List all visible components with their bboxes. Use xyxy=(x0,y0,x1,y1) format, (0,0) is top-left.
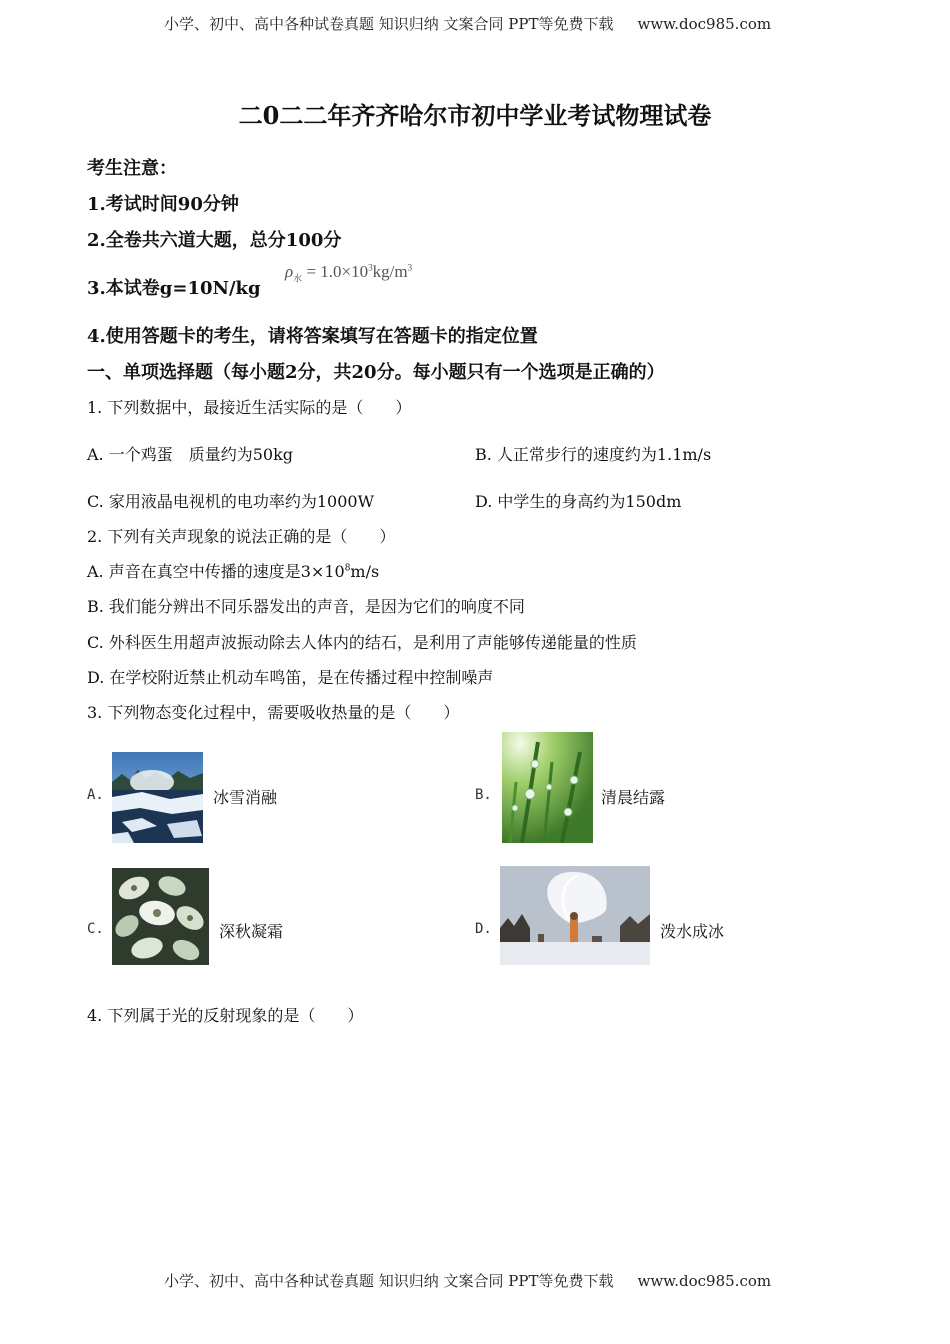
q2-option-a-pre: A. 声音在真空中传播的速度是3×10 xyxy=(87,562,345,581)
q3-option-c-text: 深秋凝霜 xyxy=(219,922,284,941)
header-site[interactable]: www.doc985.com xyxy=(637,15,772,33)
q3-option-d-label: D. xyxy=(475,921,492,937)
notice-item-3: 3.本试卷g=10N/kg xyxy=(87,278,261,299)
q3-option-c-label: C. xyxy=(87,921,104,937)
q2-stem: 2. 下列有关声现象的说法正确的是（ ） xyxy=(87,527,396,546)
ice-melting-photo xyxy=(112,752,203,843)
notice-item-1: 1.考试时间90分钟 xyxy=(87,194,239,215)
q4-stem: 4. 下列属于光的反射现象的是（ ） xyxy=(87,1006,364,1025)
page-footer xyxy=(164,1270,771,1291)
q3-stem: 3. 下列物态变化过程中，需要吸收热量的是（ ） xyxy=(87,703,460,722)
autumn-frost-photo xyxy=(112,868,209,965)
notice-item-2: 2.全卷共六道大题，总分100分 xyxy=(87,230,342,251)
q1-option-c: C. 家用液晶电视机的电功率约为1000W xyxy=(87,492,375,511)
q3-option-b-label: B. xyxy=(475,787,492,803)
water-density-formula xyxy=(285,262,412,284)
water-to-ice-photo xyxy=(500,866,650,965)
morning-dew-photo xyxy=(502,732,593,843)
q1-option-a: A. 一个鸡蛋 质量约为50kg xyxy=(87,445,294,464)
footer-text: 小学、初中、高中各种试卷真题 知识归纳 文案合同 PPT等免费下载 xyxy=(164,1272,614,1290)
q3-option-b-text: 清晨结露 xyxy=(601,788,666,807)
notice-heading: 考生注意： xyxy=(87,158,177,179)
formula-exp: 3 xyxy=(368,262,373,273)
page-header xyxy=(164,13,771,34)
formula-eq: = 1.0×10 xyxy=(306,262,369,281)
q3-option-a-label: A. xyxy=(87,787,104,803)
q2-option-a-post: m/s xyxy=(350,562,380,581)
section-1-heading: 一、单项选择题（每小题2分，共20分。每小题只有一个选项是正确的） xyxy=(87,362,665,383)
formula-unit: kg/m xyxy=(372,262,408,281)
notice-item-4: 4.使用答题卡的考生，请将答案填写在答题卡的指定位置 xyxy=(87,326,538,347)
q2-option-a-exp: 8 xyxy=(344,563,351,574)
formula-sub: 水 xyxy=(293,273,303,284)
q2-option-a xyxy=(87,559,379,582)
q2-option-c: C. 外科医生用超声波振动除去人体内的结石，是利用了声能够传递能量的性质 xyxy=(87,633,637,652)
footer-site[interactable]: www.doc985.com xyxy=(637,1272,772,1290)
q2-option-d: D. 在学校附近禁止机动车鸣笛，是在传播过程中控制噪声 xyxy=(87,668,494,687)
formula-rho: ρ xyxy=(285,262,294,281)
q3-option-a-text: 冰雪消融 xyxy=(213,788,278,807)
formula-unit-exp: 3 xyxy=(407,262,413,273)
header-text: 小学、初中、高中各种试卷真题 知识归纳 文案合同 PPT等免费下载 xyxy=(164,15,614,33)
q3-option-d-text: 泼水成冰 xyxy=(660,922,725,941)
q1-option-b: B. 人正常步行的速度约为1.1m/s xyxy=(475,445,712,464)
q2-option-b: B. 我们能分辨出不同乐器发出的声音，是因为它们的响度不同 xyxy=(87,597,525,616)
q1-option-d: D. 中学生的身高约为150dm xyxy=(475,492,682,511)
page-title: 二0二二年齐齐哈尔市初中学业考试物理试卷 xyxy=(238,101,712,130)
q1-stem: 1. 下列数据中，最接近生活实际的是（ ） xyxy=(87,398,412,417)
